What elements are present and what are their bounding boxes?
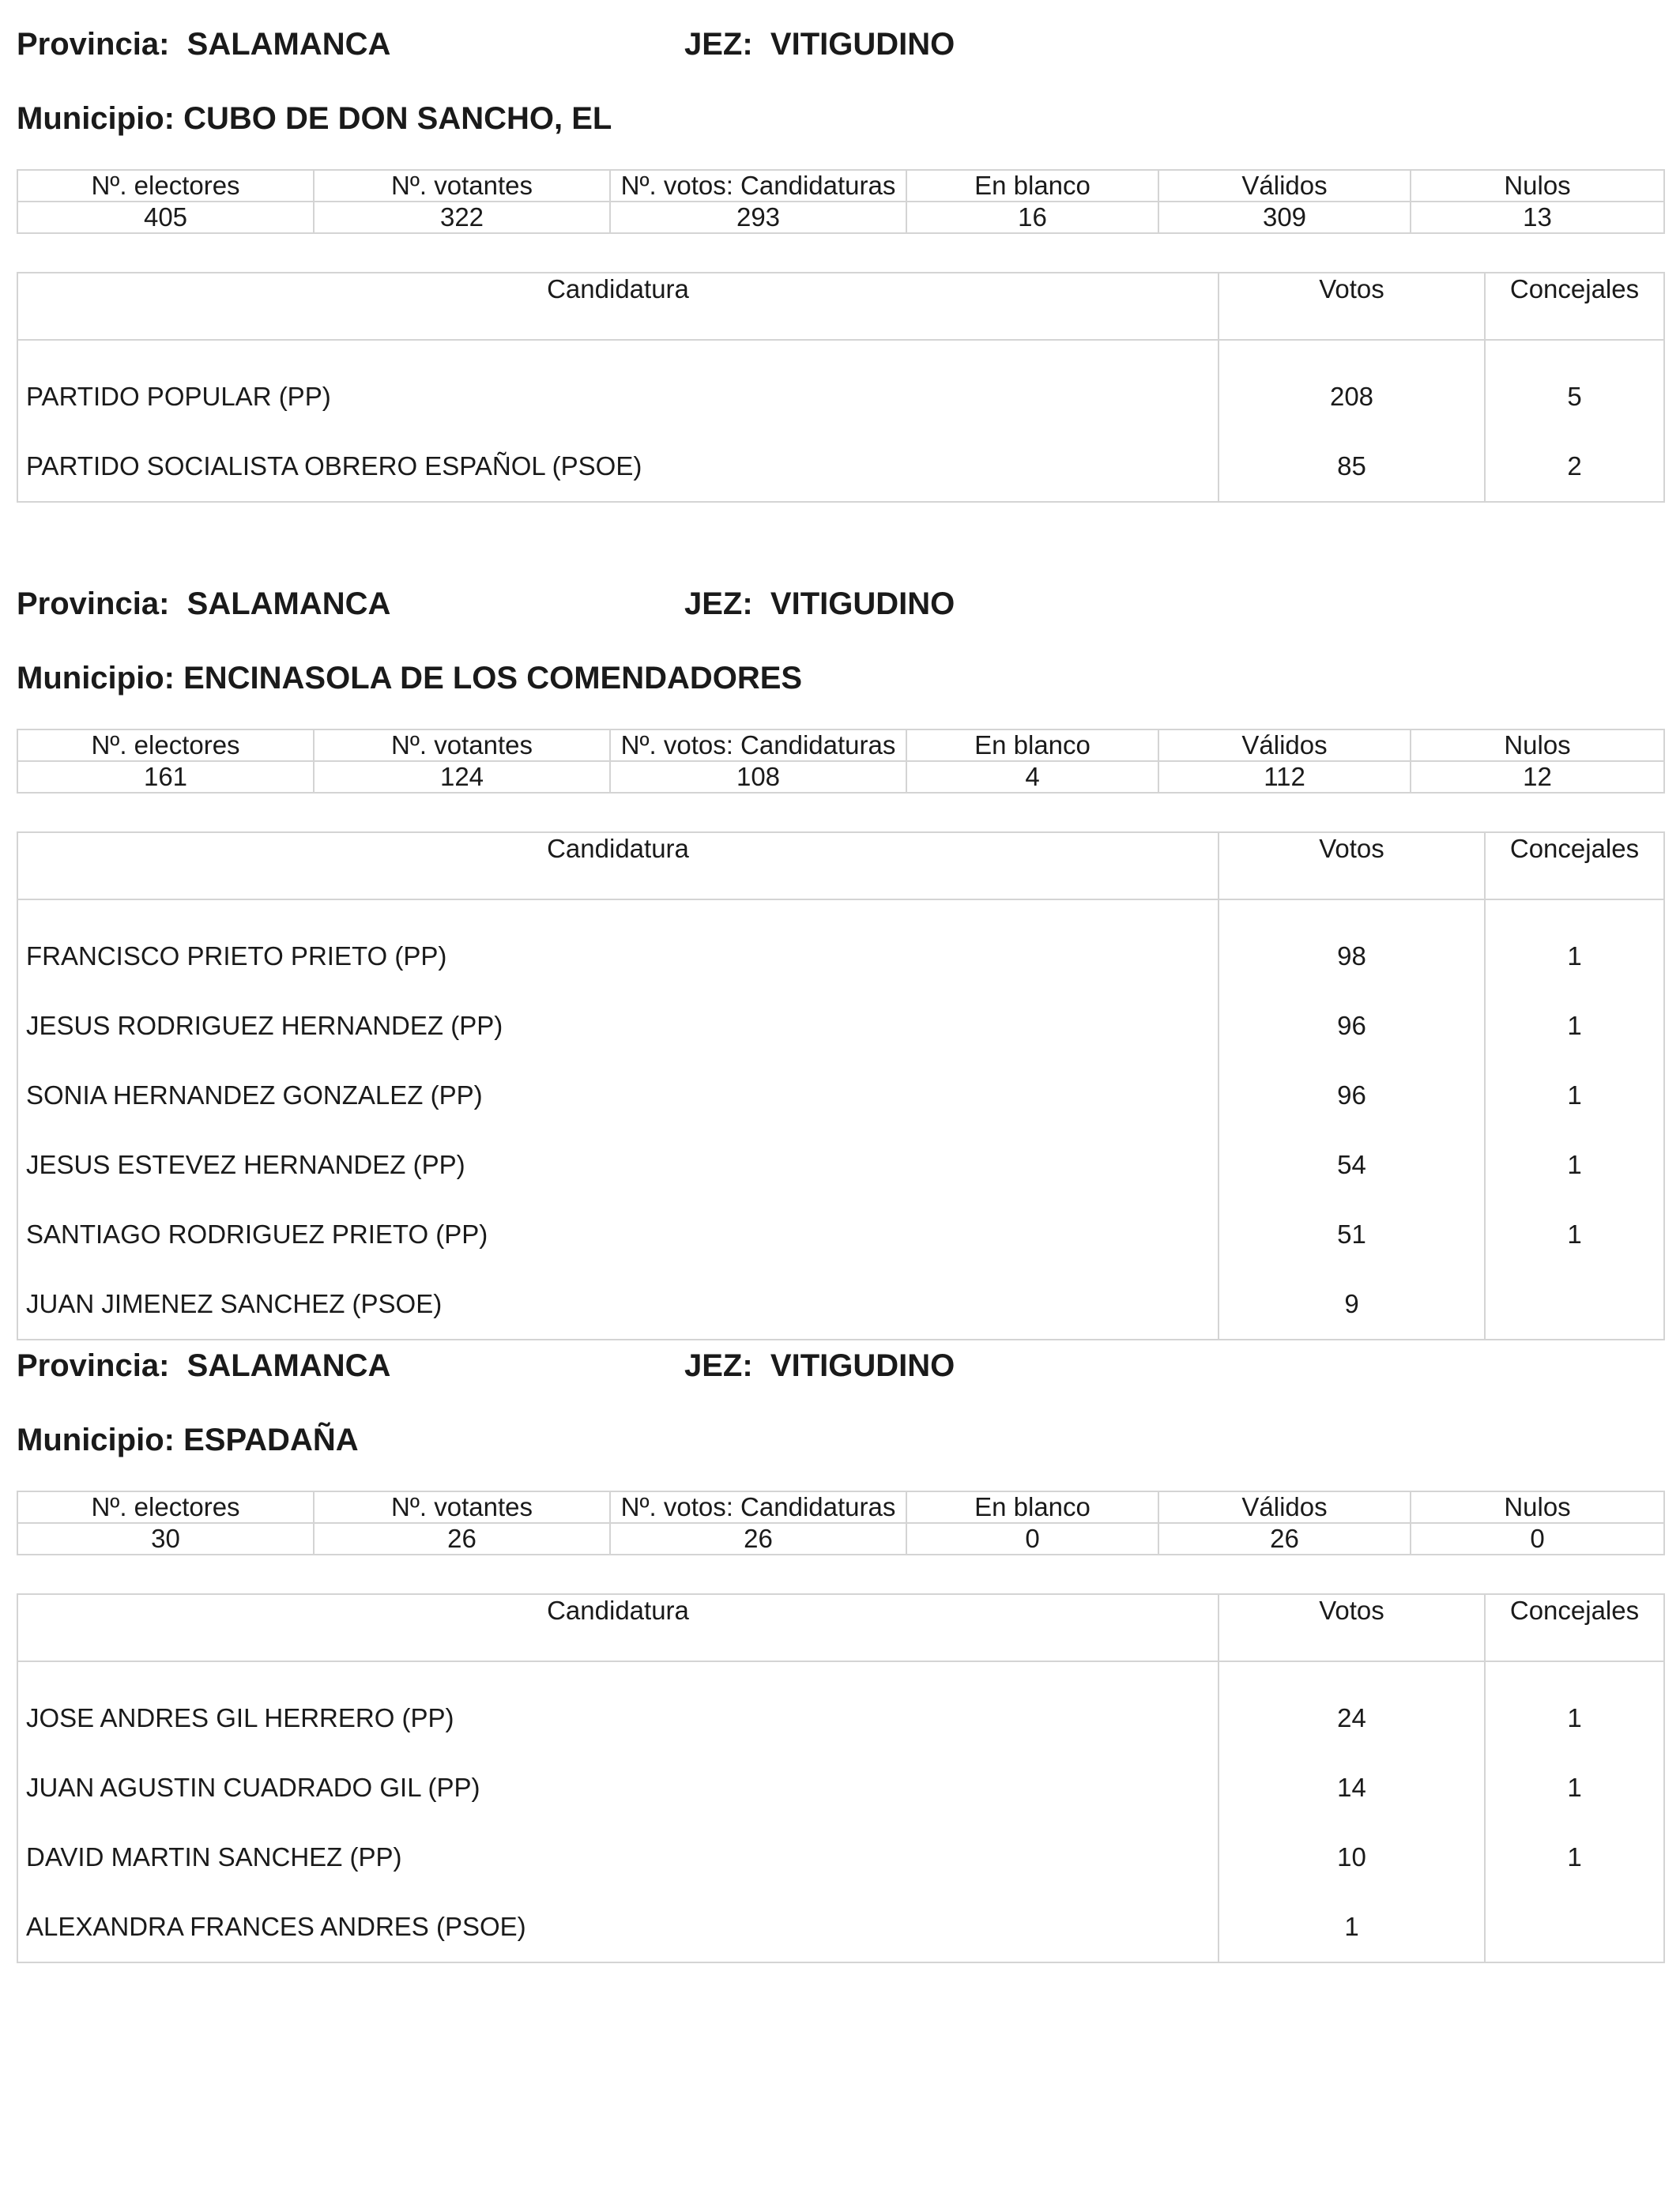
en-blanco-header: En blanco: [906, 170, 1158, 202]
candidate-row: [17, 991, 1664, 1061]
provincia-label: Provincia:: [17, 1348, 170, 1383]
en-blanco-value: 4: [906, 761, 1158, 793]
jez-label: JEZ:: [684, 1348, 753, 1383]
votos-header: Votos: [1219, 832, 1485, 899]
municipio-label: Municipio:: [17, 1423, 175, 1457]
votos-candidaturas-header: Nº. votos: Candidaturas: [610, 1491, 906, 1523]
candidates-table: [17, 1593, 1665, 1963]
votantes-header: Nº. votantes: [314, 729, 610, 761]
municipio-value: ESPADAÑA: [183, 1423, 359, 1457]
candidates-header-row: [17, 832, 1664, 899]
nulos-header: Nulos: [1411, 1491, 1664, 1523]
candidate-concejales: 1: [1485, 899, 1664, 991]
candidate-row: [17, 899, 1664, 991]
jez-value: VITIGUDINO: [770, 586, 955, 621]
candidate-row: [17, 432, 1664, 502]
en-blanco-header: En blanco: [906, 729, 1158, 761]
summary-header-row: [17, 1491, 1664, 1523]
provincia-label: Provincia:: [17, 586, 170, 621]
votantes-header: Nº. votantes: [314, 170, 610, 202]
candidate-row: [17, 1661, 1664, 1753]
candidate-votos: 98: [1219, 899, 1485, 991]
candidate-name: FRANCISCO PRIETO PRIETO (PP): [17, 899, 1219, 991]
municipio-line: [17, 1421, 359, 1459]
candidate-name: JOSE ANDRES GIL HERRERO (PP): [17, 1661, 1219, 1753]
candidate-row: [17, 1200, 1664, 1269]
candidate-concejales: 1: [1485, 1753, 1664, 1823]
en-blanco-value: 16: [906, 202, 1158, 233]
candidates-header-row: [17, 273, 1664, 340]
summary-table: [17, 169, 1665, 234]
validos-value: 26: [1158, 1523, 1411, 1555]
votos-header: Votos: [1219, 1594, 1485, 1661]
votos-candidaturas-header: Nº. votos: Candidaturas: [610, 729, 906, 761]
municipio-label: Municipio:: [17, 661, 175, 696]
jez-value: VITIGUDINO: [770, 27, 955, 62]
candidate-votos: 14: [1219, 1753, 1485, 1823]
validos-value: 309: [1158, 202, 1411, 233]
votos-candidaturas-value: 26: [610, 1523, 906, 1555]
electores-value: 161: [17, 761, 314, 793]
candidate-concejales: 5: [1485, 340, 1664, 432]
validos-header: Válidos: [1158, 170, 1411, 202]
candidate-name: SANTIAGO RODRIGUEZ PRIETO (PP): [17, 1200, 1219, 1269]
candidate-concejales: 1: [1485, 1200, 1664, 1269]
validos-header: Válidos: [1158, 729, 1411, 761]
candidate-votos: 24: [1219, 1661, 1485, 1753]
candidate-name: PARTIDO POPULAR (PP): [17, 340, 1219, 432]
candidate-votos: 51: [1219, 1200, 1485, 1269]
summary-value-row: [17, 761, 1664, 793]
votos-header: Votos: [1219, 273, 1485, 340]
votos-candidaturas-header: Nº. votos: Candidaturas: [610, 170, 906, 202]
summary-table: [17, 729, 1665, 794]
votantes-value: 26: [314, 1523, 610, 1555]
jez-label: JEZ:: [684, 27, 753, 62]
candidate-votos: 85: [1219, 432, 1485, 502]
municipio-line: [17, 659, 802, 697]
candidatura-header: Candidatura: [17, 832, 1219, 899]
votantes-value: 124: [314, 761, 610, 793]
candidate-row: [17, 1269, 1664, 1340]
candidate-concejales: [1485, 1892, 1664, 1962]
candidate-votos: 96: [1219, 1061, 1485, 1130]
jez-label: JEZ:: [684, 586, 753, 621]
candidate-concejales: 2: [1485, 432, 1664, 502]
candidate-name: JUAN AGUSTIN CUADRADO GIL (PP): [17, 1753, 1219, 1823]
en-blanco-value: 0: [906, 1523, 1158, 1555]
summary-table: [17, 1491, 1665, 1555]
candidatura-header: Candidatura: [17, 273, 1219, 340]
votantes-header: Nº. votantes: [314, 1491, 610, 1523]
concejales-header: Concejales: [1485, 273, 1664, 340]
provincia-value: SALAMANCA: [186, 27, 391, 62]
electores-header: Nº. electores: [17, 729, 314, 761]
summary-header-row: [17, 729, 1664, 761]
provincia-label: Provincia:: [17, 27, 170, 62]
candidate-votos: 208: [1219, 340, 1485, 432]
candidate-row: [17, 1753, 1664, 1823]
province-line: [17, 1347, 955, 1385]
municipio-value: CUBO DE DON SANCHO, EL: [183, 101, 612, 136]
candidates-header-row: [17, 1594, 1664, 1661]
municipio-label: Municipio:: [17, 101, 175, 136]
concejales-header: Concejales: [1485, 832, 1664, 899]
nulos-value: 0: [1411, 1523, 1664, 1555]
candidate-concejales: 1: [1485, 1130, 1664, 1200]
candidates-table: [17, 831, 1665, 1340]
candidate-concejales: 1: [1485, 1823, 1664, 1892]
jez-group: [684, 25, 955, 63]
nulos-value: 12: [1411, 761, 1664, 793]
candidate-name: SONIA HERNANDEZ GONZALEZ (PP): [17, 1061, 1219, 1130]
votos-candidaturas-value: 293: [610, 202, 906, 233]
candidate-votos: 54: [1219, 1130, 1485, 1200]
en-blanco-header: En blanco: [906, 1491, 1158, 1523]
candidates-table: [17, 272, 1665, 503]
candidate-row: [17, 340, 1664, 432]
jez-group: [684, 585, 955, 623]
municipio-value: ENCINASOLA DE LOS COMENDADORES: [183, 661, 803, 696]
electores-value: 405: [17, 202, 314, 233]
municipio-line: [17, 100, 612, 138]
provincia-value: SALAMANCA: [186, 586, 391, 621]
validos-value: 112: [1158, 761, 1411, 793]
concejales-header: Concejales: [1485, 1594, 1664, 1661]
validos-header: Válidos: [1158, 1491, 1411, 1523]
nulos-value: 13: [1411, 202, 1664, 233]
jez-group: [684, 1347, 955, 1385]
province-line: [17, 25, 955, 63]
candidate-row: [17, 1061, 1664, 1130]
electores-value: 30: [17, 1523, 314, 1555]
summary-header-row: [17, 170, 1664, 202]
votantes-value: 322: [314, 202, 610, 233]
candidate-votos: 1: [1219, 1892, 1485, 1962]
provincia-value: SALAMANCA: [186, 1348, 391, 1383]
candidate-votos: 10: [1219, 1823, 1485, 1892]
candidate-concejales: 1: [1485, 1661, 1664, 1753]
candidate-name: JESUS RODRIGUEZ HERNANDEZ (PP): [17, 991, 1219, 1061]
candidate-name: DAVID MARTIN SANCHEZ (PP): [17, 1823, 1219, 1892]
candidate-name: PARTIDO SOCIALISTA OBRERO ESPAÑOL (PSOE): [17, 432, 1219, 502]
candidate-concejales: [1485, 1269, 1664, 1340]
nulos-header: Nulos: [1411, 170, 1664, 202]
electores-header: Nº. electores: [17, 1491, 314, 1523]
candidate-name: ALEXANDRA FRANCES ANDRES (PSOE): [17, 1892, 1219, 1962]
electores-header: Nº. electores: [17, 170, 314, 202]
candidate-name: JUAN JIMENEZ SANCHEZ (PSOE): [17, 1269, 1219, 1340]
votos-candidaturas-value: 108: [610, 761, 906, 793]
candidate-votos: 9: [1219, 1269, 1485, 1340]
candidatura-header: Candidatura: [17, 1594, 1219, 1661]
candidate-row: [17, 1823, 1664, 1892]
candidate-concejales: 1: [1485, 1061, 1664, 1130]
nulos-header: Nulos: [1411, 729, 1664, 761]
candidate-name: JESUS ESTEVEZ HERNANDEZ (PP): [17, 1130, 1219, 1200]
candidate-votos: 96: [1219, 991, 1485, 1061]
candidate-concejales: 1: [1485, 991, 1664, 1061]
jez-value: VITIGUDINO: [770, 1348, 955, 1383]
summary-value-row: [17, 1523, 1664, 1555]
candidate-row: [17, 1130, 1664, 1200]
candidate-row: [17, 1892, 1664, 1962]
province-line: [17, 585, 955, 623]
summary-value-row: [17, 202, 1664, 233]
